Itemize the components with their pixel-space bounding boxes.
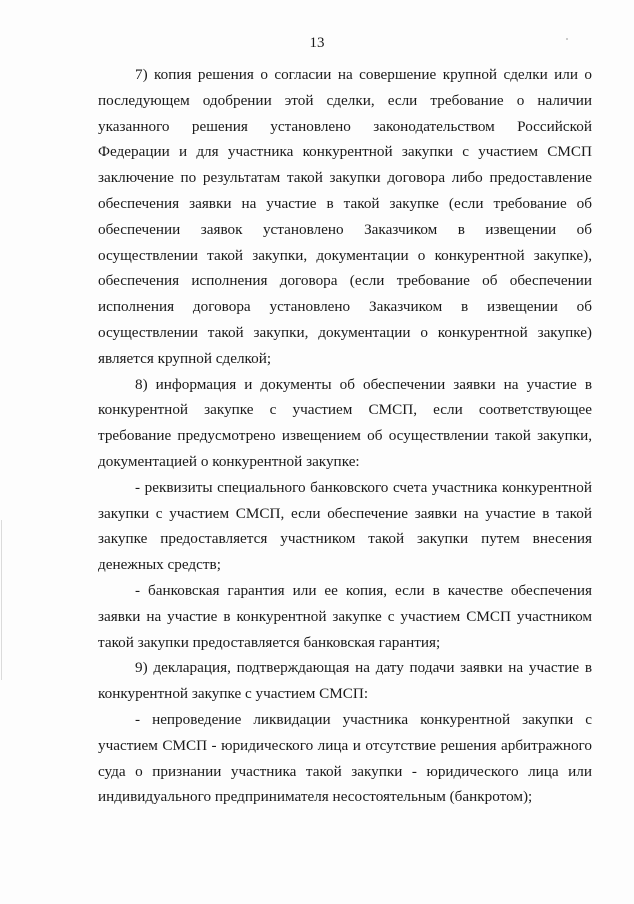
- scan-edge-mark: [1, 520, 2, 680]
- paragraph-no-liquidation: - непроведение ликвидации участника конкурентной закупки с участием СМСП - юридического лица и отсутствие решения арбитражного суда о признании участника такой закупки - юридического лица или индивидуального предпринимателя несостоятельным (банкротом);: [98, 710, 592, 806]
- paragraph-8-bid-security-documents: 8) информация и документы об обеспечении заявки на участие в конкурентной закупке с участием СМСП, если соответствующее требование предусмотрено извещением об осуществлении такой закупки, документацией о конкурентной закупке:: [98, 375, 592, 470]
- paragraph-7-consent-large-transaction: 7) копия решения о согласии на совершение крупной сделки или о последующем одобрении этой сделки, если требование о наличии указанного решения установлено законодательством Российской Федерации и для участника конкурентной закупки с участием СМСП заключение по результатам такой закупки договора либо предоставление обеспечения заявки на участие в такой закупке (если требование об обеспечении заявок установлено Заказчиком в извещении об осуществлении такой закупки, документации о конкурентной закупке), обеспечения исполнения договора (если требование об обеспечении исполнения договора установлено Заказчиком в извещении об осуществлении такой закупки, документации о конкурентной закупке) является крупной сделкой;: [98, 66, 592, 367]
- page-number: 13: [309, 35, 325, 51]
- paragraph-9-declaration: 9) декларация, подтверждающая на дату подачи заявки на участие в конкурентной закупке с участием СМСП:: [98, 659, 592, 703]
- paragraph-bank-guarantee: - банковская гарантия или ее копия, если в качестве обеспечения заявки на участие в конкурентной закупке с участием СМСП участником такой закупки предоставляется банковская гарантия;: [98, 581, 592, 651]
- body-text: [98, 62, 592, 810]
- paragraph-bank-account-details: - реквизиты специального банковского счета участника конкурентной закупки с участием СМСП, если обеспечение заявки на участие в такой закупке предоставляется участником такой закупки путем внесения денежных средств;: [98, 478, 592, 574]
- scan-dot-mark: [566, 38, 568, 40]
